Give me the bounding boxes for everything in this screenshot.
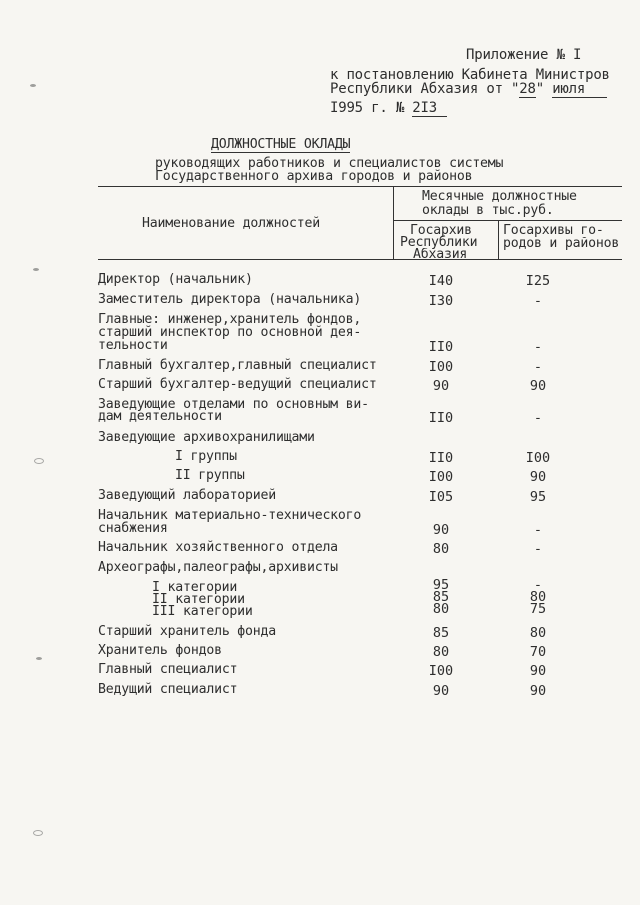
- table-cell-a: 95 85 80: [432, 577, 450, 617]
- table-cell-a: I00: [428, 359, 454, 375]
- table-cell-b: I00: [525, 450, 551, 466]
- scan-mark: [33, 268, 39, 271]
- table-cell-a: I40: [428, 273, 454, 289]
- table-cell-b: 90: [529, 469, 547, 485]
- table-cell-b: - 80 75: [529, 577, 547, 617]
- appendix-label: Приложение № I: [466, 47, 582, 63]
- table-row-name: Начальник хозяйственного отдела: [98, 540, 338, 555]
- scan-mark: [36, 657, 42, 660]
- table-row-name: Археографы,палеографы,архивисты: [98, 560, 338, 575]
- table-cell-a: I05: [428, 489, 454, 505]
- document-title: ДОЛЖНОСТНЫЕ ОКЛАДЫ: [211, 137, 351, 152]
- table-cell-a: 90: [432, 522, 450, 538]
- document-subtitle-2: Государственного архива городов и районов: [155, 169, 473, 184]
- table-cell-a: II0: [428, 339, 454, 355]
- col-header-a-1: Госархив: [410, 223, 472, 238]
- col-divider-ab: [498, 220, 499, 259]
- decree-day: 28: [519, 81, 536, 97]
- table-cell-a: I00: [428, 663, 454, 679]
- document-subtitle-1: руководящих работников и специалистов системы: [155, 156, 504, 171]
- table-row-name: дам деятельности: [98, 409, 222, 424]
- decree-quote: ": [535, 81, 544, 97]
- table-cell-a: 90: [432, 378, 450, 394]
- table-row-name: Хранитель фондов: [98, 643, 222, 658]
- table-row-name: II группы: [175, 468, 245, 483]
- col-divider-name: [393, 186, 394, 259]
- table-top-rule: [98, 186, 622, 187]
- table-cell-b: 95: [529, 489, 547, 505]
- table-cell-b: I25: [525, 273, 551, 289]
- table-row-name: Ведущий специалист: [98, 682, 238, 697]
- scan-mark: [33, 830, 43, 836]
- table-cell-a: I30: [428, 293, 454, 309]
- table-row-name: Главный специалист: [98, 662, 238, 677]
- table-row-name: Заведующий лабораторией: [98, 488, 277, 503]
- table-row-name: I категории: [152, 580, 238, 595]
- table-row-name: III категории: [152, 604, 253, 619]
- decree-number-line: [330, 101, 447, 115]
- table-row-name: Директор (начальник): [98, 272, 253, 287]
- table-cell-b: -: [533, 359, 543, 375]
- table-cell-b: 90: [529, 683, 547, 699]
- table-cell-a: II0: [428, 410, 454, 426]
- decree-line: к постановлению Кабинета Министров: [330, 67, 610, 83]
- table-cell-a: 90: [432, 683, 450, 699]
- table-header-bottom-rule: [98, 259, 622, 260]
- col-header-a-2: Республики: [400, 235, 478, 250]
- col-header-group-1: Месячные должностные: [422, 189, 577, 204]
- table-row-name: Заведующие отделами по основным ви-: [98, 397, 369, 412]
- table-cell-a: 80: [432, 644, 450, 660]
- table-row-name: Главный бухгалтер,главный специалист: [98, 358, 377, 373]
- decree-year: I995 г. №: [330, 100, 405, 116]
- republic-date-line: [330, 82, 607, 96]
- col-header-b-2: родов и районов: [503, 237, 620, 251]
- table-cell-b: 80: [529, 625, 547, 641]
- scan-mark: [34, 458, 44, 464]
- table-row-name: Главные: инженер,хранитель фондов,: [98, 312, 362, 327]
- table-row-name: тельности: [98, 338, 168, 353]
- table-row-name: I группы: [175, 449, 237, 464]
- table-cell-b: 90: [529, 663, 547, 679]
- decree-number: 2I3: [412, 100, 447, 117]
- republic-prefix: Республики Абхазия от ": [330, 81, 520, 97]
- table-cell-b: -: [533, 293, 543, 309]
- table-cell-b: 90: [529, 378, 547, 394]
- table-cell-a: 80: [432, 541, 450, 557]
- table-cell-b: 70: [529, 644, 547, 660]
- table-row-name: Заведующие архивохранилищами: [98, 430, 315, 445]
- table-cell-b: -: [533, 541, 543, 557]
- table-cell-a: II0: [428, 450, 454, 466]
- col-header-name: Наименование должностей: [142, 216, 321, 231]
- col-header-group-2: оклады в тыс.руб.: [422, 203, 554, 218]
- scan-mark: [30, 84, 36, 87]
- table-row-name: старший инспектор по основной дея-: [98, 325, 362, 340]
- table-cell-b: -: [533, 522, 543, 538]
- table-row-name: Заместитель директора (начальника): [98, 292, 362, 307]
- decree-month: июля: [552, 81, 607, 98]
- table-cell-a: 85: [432, 625, 450, 641]
- table-row-name: Старший хранитель фонда: [98, 624, 277, 639]
- col-header-b-1: Госархивы го-: [503, 223, 604, 238]
- table-row-name: снабжения: [98, 521, 168, 536]
- table-row-name: Начальник материально-технического: [98, 508, 362, 523]
- table-cell-b: -: [533, 410, 543, 426]
- table-row-name: II категории: [152, 592, 245, 607]
- table-cell-a: I00: [428, 469, 454, 485]
- table-row-name: Старший бухгалтер-ведущий специалист: [98, 377, 377, 392]
- group-header-rule: [393, 220, 622, 221]
- col-header-a-3: Абхазия: [413, 248, 468, 259]
- table-cell-b: -: [533, 339, 543, 355]
